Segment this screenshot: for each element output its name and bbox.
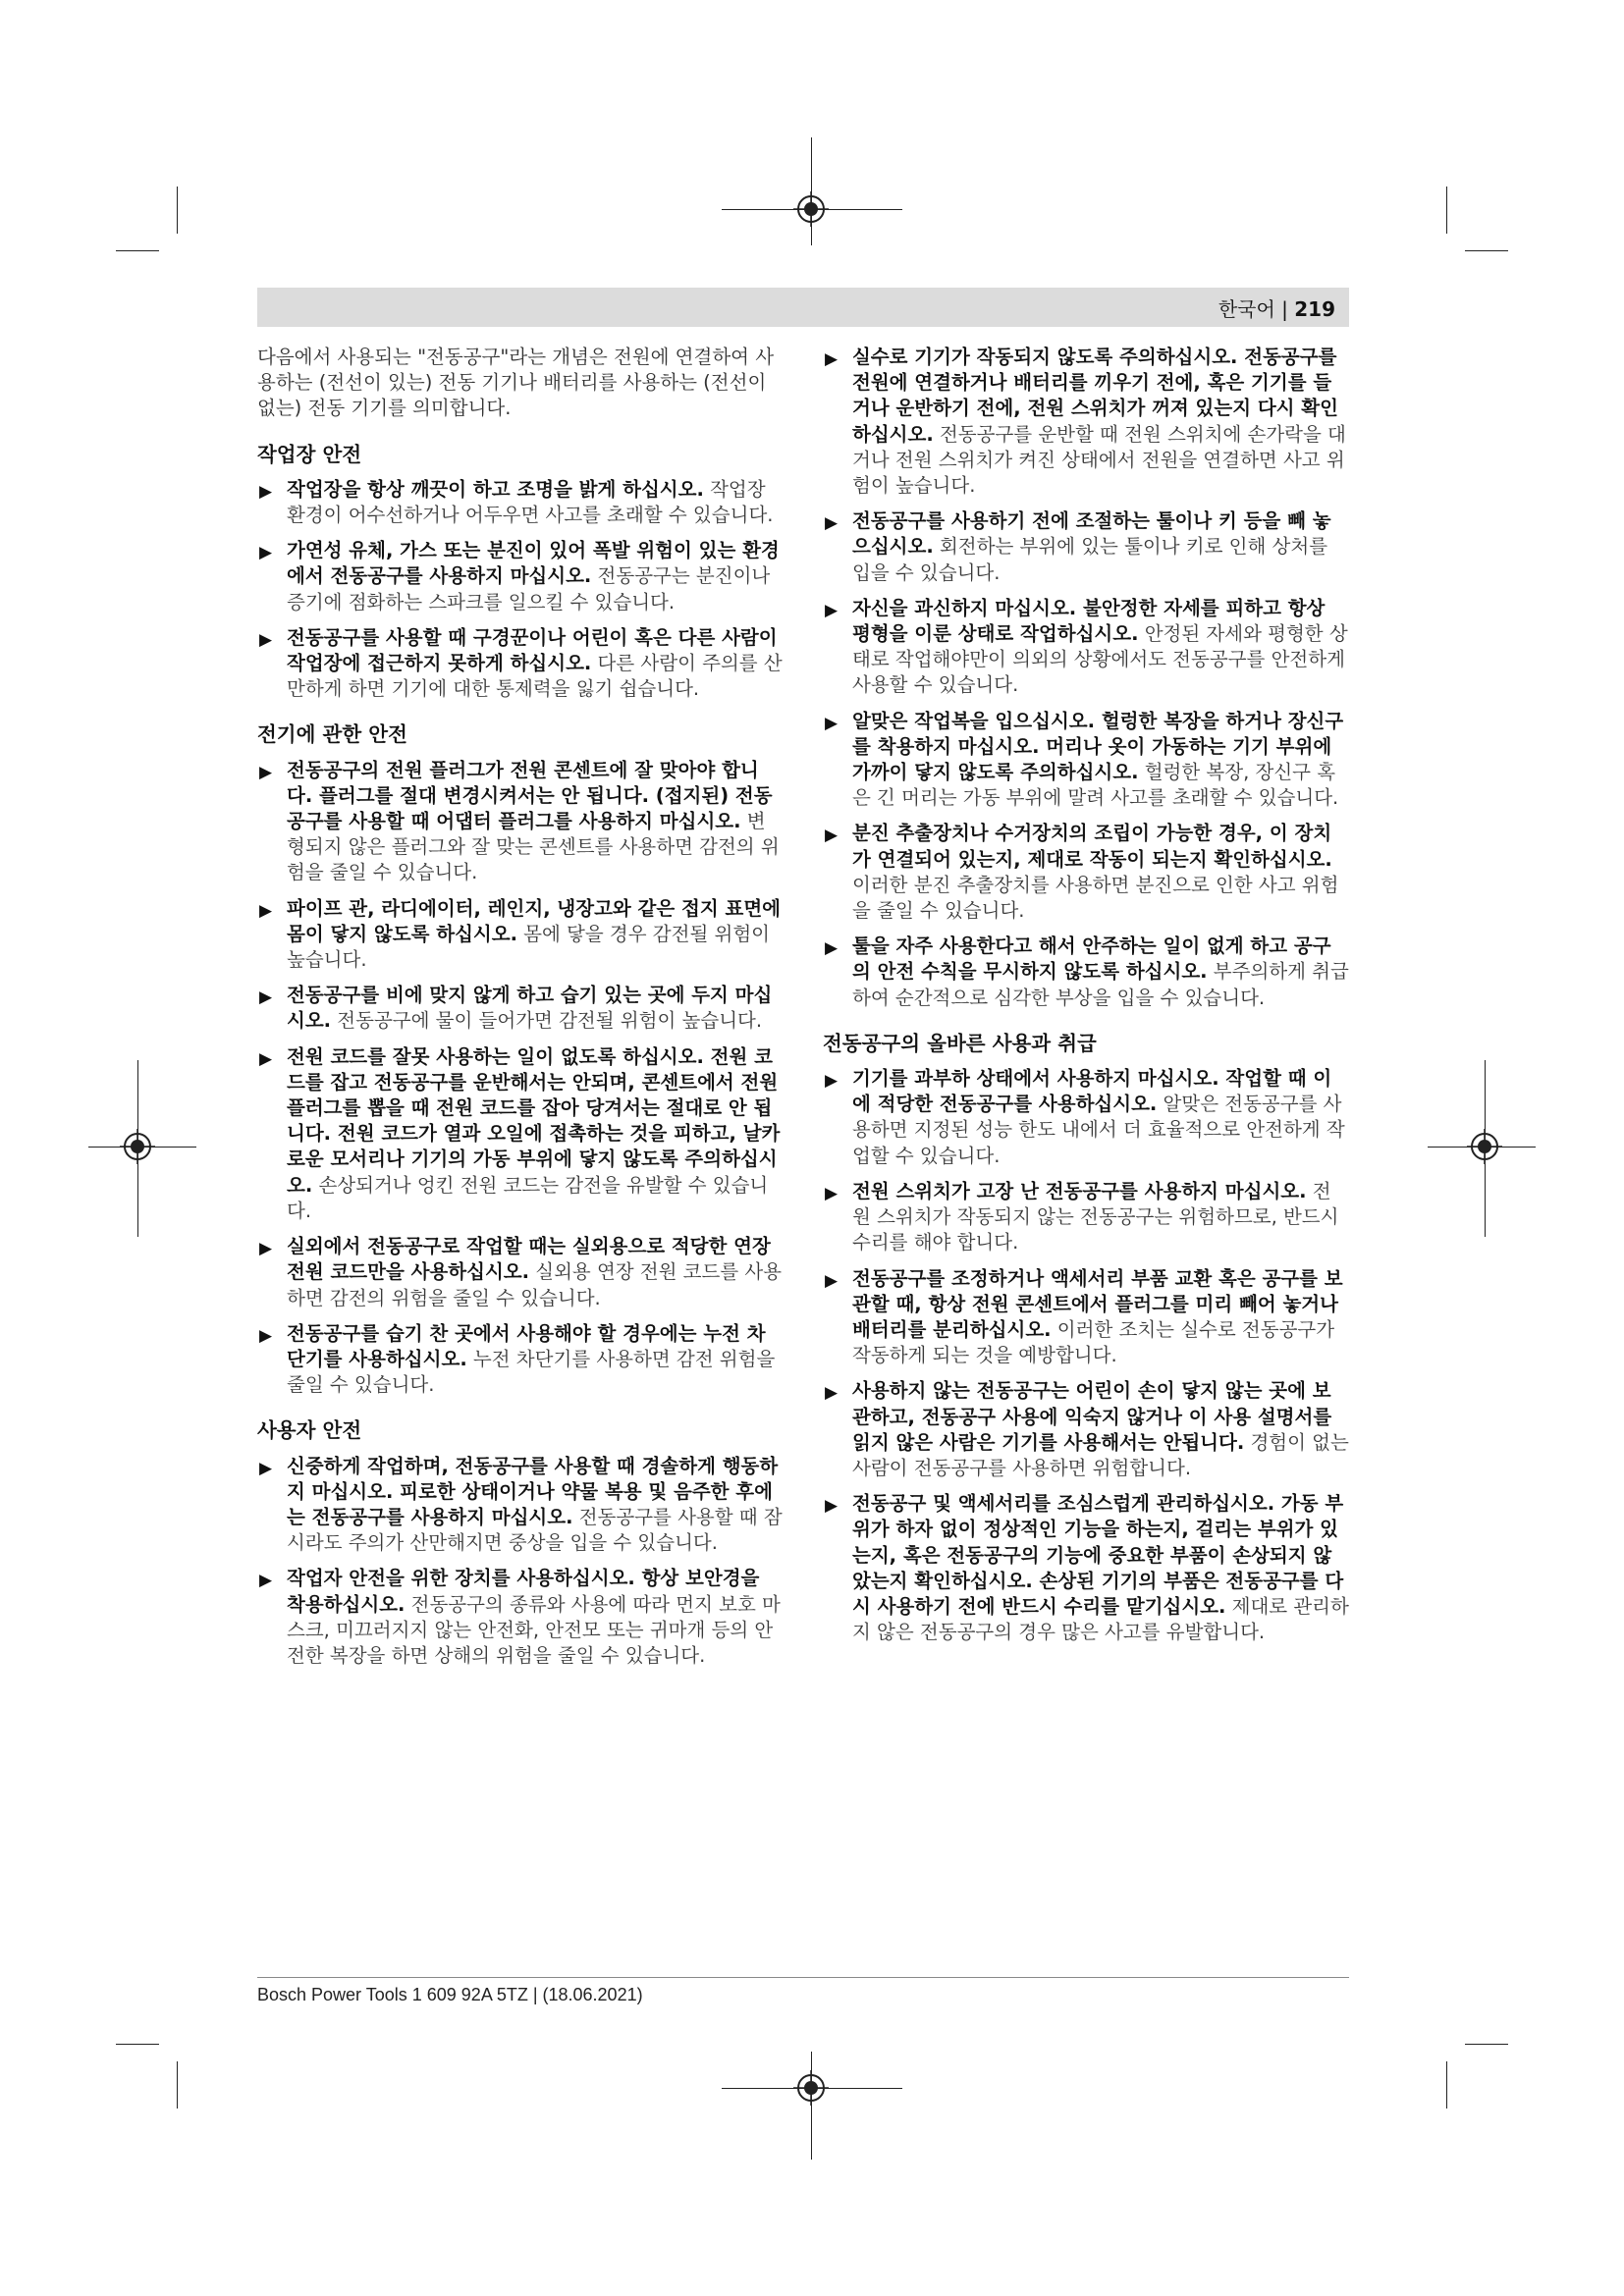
bullet-arrow-icon: ▶ [259, 762, 273, 782]
instruction-explanation: 다른 사람이 주의를 산만하게 하면 기기에 대한 통제력을 잃기 쉽습니다. [287, 652, 783, 701]
safety-list-item [257, 896, 784, 974]
instruction-bold: 작업자 안전을 위한 장치를 사용하십시오. 항상 보안경을 착용하십시오. [287, 1567, 760, 1616]
intro-paragraph: 다음에서 사용되는 "전동공구"라는 개념은 전원에 연결하여 사용하는 (전선이 있는) 전동 기기나 배터리를 사용하는 (전선이 없는) 전동 기기를 의미합니다. [257, 346, 775, 420]
bullet-arrow-icon: ▶ [825, 1496, 839, 1517]
header-separator: | [1274, 297, 1295, 321]
bullet-arrow-icon: ▶ [825, 826, 839, 846]
instruction-explanation: 누전 차단기를 사용하면 감전 위험을 줄일 수 있습니다. [287, 1347, 776, 1397]
registration-target-left-icon [120, 1129, 155, 1164]
registration-target-top-icon [793, 191, 829, 227]
safety-list-item [823, 596, 1349, 699]
section-title: 전기에 관한 안전 [257, 722, 407, 747]
safety-list-item [823, 345, 1349, 499]
bullet-arrow-icon: ▶ [825, 600, 839, 620]
instruction-bold: 전동공구 및 액세서리를 조심스럽게 관리하십시오. 가동 부위가 하자 없이 정상적인 기능을 하는지, 걸리는 부위가 있는지, 혹은 전동공구의 기능에 중요한 부품이 손상되지 않았는지 확인하십시오. 손상된 기기의 부품은 전동공구를 다시 사용하기 전에 반드시 수리를 맡기십시오. [852, 1492, 1344, 1618]
safety-list-item [257, 983, 784, 1034]
safety-list-item [823, 709, 1349, 812]
safety-list-item [823, 934, 1349, 1011]
bullet-arrow-icon: ▶ [259, 1048, 273, 1069]
bullet-arrow-icon: ▶ [259, 1239, 273, 1259]
safety-list-item [257, 1566, 784, 1669]
footer-divider [257, 1977, 1349, 1978]
instruction-bold: 전동공구의 전원 플러그가 전원 콘센트에 잘 맞아야 합니다. 플러그를 절대 변경시켜서는 안 됩니다. (접지된) 전동공구를 사용할 때 어댑터 플러그를 사용하지 마십시오. [287, 758, 773, 833]
crop-mark-bottom-right-v [1446, 2061, 1447, 2109]
instruction-explanation: 알맞은 전동공구를 사용하면 지정된 성능 한도 내에서 더 효율적으로 안전하게 작업할 수 있습니다. [852, 1093, 1345, 1167]
section-gap [257, 1408, 784, 1415]
bullet-arrow-icon: ▶ [825, 349, 839, 369]
instruction-bold: 파이프 관, 라디에이터, 레인지, 냉장고와 같은 접지 표면에 몸이 닿지 않도록 하십시오. [287, 896, 781, 945]
instruction-explanation: 제대로 관리하지 않은 전동공구의 경우 많은 사고를 유발합니다. [852, 1594, 1349, 1644]
bullet-arrow-icon: ▶ [259, 481, 273, 502]
instruction-bold: 자신을 과신하지 마십시오. 불안정한 자세를 피하고 항상 평형을 이룬 상태로 작업하십시오. [852, 596, 1326, 646]
safety-list-item [257, 1234, 784, 1311]
bullet-arrow-icon: ▶ [259, 988, 273, 1008]
crop-mark-bottom-left-h [116, 2044, 159, 2045]
bullet-arrow-icon: ▶ [825, 938, 839, 959]
instruction-bold: 전동공구를 사용할 때 구경꾼이나 어린이 혹은 다른 사람이 작업장에 접근하지 못하게 하십시오. [287, 625, 778, 675]
crop-mark-top-right-h [1465, 250, 1508, 251]
bullet-arrow-icon: ▶ [825, 1383, 839, 1404]
safety-list-item [257, 1044, 784, 1224]
instruction-explanation: 손상되거나 엉킨 전원 코드는 감전을 유발할 수 있습니다. [287, 1173, 769, 1222]
instruction-bold: 기기를 과부하 상태에서 사용하지 마십시오. 작업할 때 이에 적당한 전동공구를 사용하십시오. [852, 1067, 1332, 1116]
instruction-explanation: 경험이 없는 사람이 전동공구를 사용하면 위험합니다. [852, 1430, 1349, 1479]
instruction-bold: 작업장을 항상 깨끗이 하고 조명을 밝게 하십시오. [287, 477, 704, 501]
registration-target-right-icon [1467, 1129, 1502, 1164]
instruction-bold: 실수로 기기가 작동되지 않도록 주의하십시오. 전동공구를 전원에 연결하거나 배터리를 끼우기 전에, 혹은 기기를 들거나 운반하기 전에, 전원 스위치가 꺼져 있는지 다시 확인하십시오. [852, 346, 1338, 446]
safety-list-item [257, 1321, 784, 1399]
instruction-explanation: 작업장 환경이 어수선하거나 어두우면 사고를 초래할 수 있습니다. [287, 477, 774, 527]
section-title: 작업장 안전 [257, 442, 362, 466]
instruction-bold: 전동공구를 조정하거나 액세서리 부품 교환 혹은 공구를 보관할 때, 항상 전원 콘센트에서 플러그를 미리 빼어 놓거나 배터리를 분리하십시오. [852, 1266, 1343, 1341]
instruction-explanation: 전동공구의 종류와 사용에 따라 먼지 보호 마스크, 미끄러지지 않는 안전화, 안전모 또는 귀마개 등의 안전한 복장을 하면 상해의 위험을 줄일 수 있습니다. [287, 1592, 781, 1667]
bullet-arrow-icon: ▶ [825, 1270, 839, 1291]
instruction-bold: 알맞은 작업복을 입으십시오. 헐렁한 복장을 하거나 장신구를 착용하지 마십시오. 머리나 옷이 가동하는 기기 부위에 가까이 닿지 않도록 주의하십시오. [852, 709, 1344, 784]
bullet-arrow-icon: ▶ [259, 543, 273, 563]
instruction-explanation: 전동공구에 물이 들어가면 감전될 위험이 높습니다. [331, 1009, 763, 1033]
safety-list-item [257, 758, 784, 886]
safety-list-item [823, 1179, 1349, 1256]
instruction-explanation: 안정된 자세와 평형한 상태로 작업해야만이 의외의 상황에서도 전동공구를 안전하게 사용할 수 있습니다. [852, 622, 1348, 697]
footer-text: Bosch Power Tools 1 609 92A 5TZ | (18.06.2021) [257, 1985, 643, 2004]
instruction-bold: 전동공구를 습기 찬 곳에서 사용해야 할 경우에는 누전 차단기를 사용하십시오. [287, 1321, 766, 1370]
bullet-arrow-icon: ▶ [825, 513, 839, 534]
instruction-bold: 신중하게 작업하며, 전동공구를 사용할 때 경솔하게 행동하지 마십시오. 피로한 상태이거나 약물 복용 및 음주한 후에는 전동공구를 사용하지 마십시오. [287, 1454, 779, 1528]
safety-list-item [257, 477, 784, 528]
section-gap [257, 712, 784, 720]
bullet-arrow-icon: ▶ [825, 1071, 839, 1092]
instruction-bold: 전원 코드를 잘못 사용하는 일이 없도록 하십시오. 전원 코드를 잡고 전동공구를 운반해서는 안되며, 콘센트에서 전원 플러그를 뽑을 때 전원 코드를 잡아 당겨서는 절대로 안 됩니다. 전원 코드가 열과 오일에 접촉하는 것을 피하고, 날카로운 모서리나 기기의 가동 부위에 닿지 않도록 주의하십시오. [287, 1044, 781, 1197]
instruction-explanation: 전동공구를 운반할 때 전원 스위치에 손가락을 대거나 전원 스위치가 켜진 상태에서 전원을 연결하면 사고 위험이 높습니다. [852, 422, 1346, 498]
section-title: 전동공구의 올바른 사용과 취급 [823, 1031, 1097, 1055]
safety-list-item [823, 1378, 1349, 1481]
crop-mark-bottom-right-h [1465, 2044, 1508, 2045]
bullet-arrow-icon: ▶ [825, 713, 839, 733]
crop-mark-top-right-v [1446, 187, 1447, 234]
instruction-bold: 실외에서 전동공구로 작업할 때는 실외용으로 적당한 연장 전원 코드만을 사용하십시오. [287, 1235, 771, 1284]
instruction-explanation: 실외용 연장 전원 코드를 사용하면 감전의 위험을 줄일 수 있습니다. [287, 1260, 783, 1309]
page-header [257, 288, 1349, 327]
safety-list-item [823, 508, 1349, 586]
instruction-explanation: 헐렁한 복장, 장신구 혹은 긴 머리는 가동 부위에 말려 사고를 초래할 수 있습니다. [852, 761, 1339, 810]
bullet-arrow-icon: ▶ [259, 1325, 273, 1346]
instruction-bold: 툴을 자주 사용한다고 해서 안주하는 일이 없게 하고 공구의 안전 수칙을 무시하지 않도록 하십시오. [852, 934, 1331, 984]
instruction-explanation: 변형되지 않은 플러그와 잘 맞는 콘센트를 사용하면 감전의 위험을 줄일 수 있습니다. [287, 810, 780, 884]
bullet-arrow-icon: ▶ [259, 1571, 273, 1591]
section-title: 사용자 안전 [257, 1418, 362, 1443]
crop-mark-bottom-left-v [177, 2061, 178, 2109]
instruction-explanation: 회전하는 부위에 있는 툴이나 키로 인해 상처를 입을 수 있습니다. [852, 535, 1328, 584]
instruction-bold: 사용하지 않는 전동공구는 어린이 손이 닿지 않는 곳에 보관하고, 전동공구 사용에 익숙지 않거나 이 사용 설명서를 읽지 않은 사람은 기기를 사용해서는 안됩니다. [852, 1379, 1332, 1454]
instruction-explanation: 이러한 분진 추출장치를 사용하면 분진으로 인한 사고 위험을 줄일 수 있습니다. [852, 873, 1339, 923]
header-label [1218, 294, 1335, 322]
bullet-arrow-icon: ▶ [259, 1458, 273, 1478]
crop-mark-top-left-v [177, 187, 178, 234]
crop-mark-top-left-h [116, 250, 159, 251]
instruction-bold: 분진 추출장치나 수거장치의 조립이 가능한 경우, 이 장치가 연결되어 있는지, 제대로 작동이 되는지 확인하십시오. [852, 822, 1332, 871]
instruction-explanation: 몸에 닿을 경우 감전될 위험이 높습니다. [287, 922, 771, 972]
instruction-explanation: 전동공구는 분진이나 증기에 점화하는 스파크를 일으킬 수 있습니다. [287, 564, 771, 614]
instruction-explanation: 부주의하게 취급하여 순간적으로 심각한 부상을 입을 수 있습니다. [852, 960, 1349, 1009]
instruction-bold: 전동공구를 사용하기 전에 조절하는 툴이나 키 등을 빼 놓으십시오. [852, 509, 1331, 559]
registration-target-bottom-icon [793, 2070, 829, 2106]
section-gap [823, 1021, 1349, 1029]
registration-line-bottom-v [811, 2052, 812, 2160]
instruction-bold: 가연성 유체, 가스 또는 분진이 있어 폭발 위험이 있는 환경에서 전동공구를 사용하지 마십시오. [287, 539, 780, 588]
header-language: 한국어 [1218, 297, 1275, 321]
instruction-explanation: 이러한 조치는 실수로 전동공구가 작동하게 되는 것을 예방합니다. [852, 1317, 1335, 1367]
instruction-explanation: 전동공구를 사용할 때 잠시라도 주의가 산만해지면 중상을 입을 수 있습니다. [287, 1505, 783, 1555]
bullet-arrow-icon: ▶ [259, 900, 273, 921]
bullet-arrow-icon: ▶ [259, 629, 273, 650]
instruction-explanation: 전원 스위치가 작동되지 않는 전동공구는 위험하므로, 반드시 수리를 해야 합니다. [852, 1179, 1339, 1255]
safety-list-item [823, 1066, 1349, 1169]
safety-list-item [823, 821, 1349, 924]
safety-list-item [823, 1491, 1349, 1645]
page-number: 219 [1294, 297, 1335, 321]
bullet-arrow-icon: ▶ [825, 1183, 839, 1203]
safety-list-item [257, 538, 784, 615]
left-column [257, 345, 784, 1679]
instruction-bold: 전동공구를 비에 맞지 않게 하고 습기 있는 곳에 두지 마십시오. [287, 984, 773, 1033]
right-column [823, 345, 1349, 1655]
safety-list-item [257, 1454, 784, 1557]
instruction-bold: 전원 스위치가 고장 난 전동공구를 사용하지 마십시오. [852, 1179, 1307, 1202]
safety-list-item [823, 1266, 1349, 1369]
safety-list-item [257, 625, 784, 703]
